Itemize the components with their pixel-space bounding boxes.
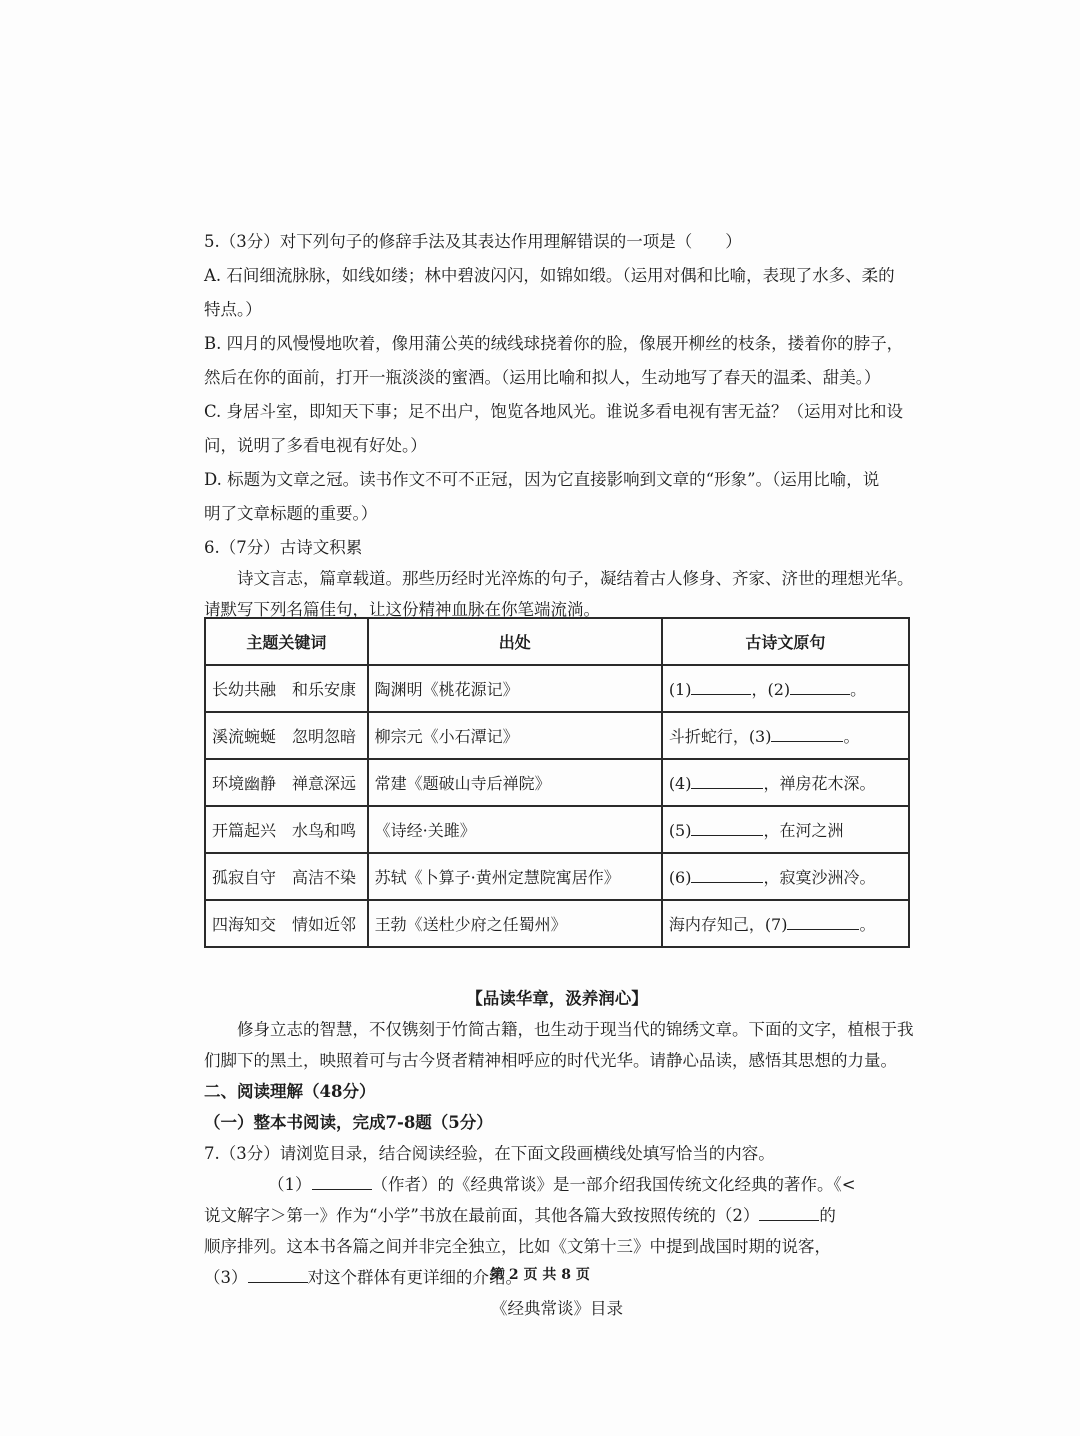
theme-cell: 长幼共融 和乐安康 [205,665,368,712]
source-cell: 陶渊明《桃花源记》 [368,665,662,712]
blank-4[interactable] [691,772,763,789]
q5-option-b-line2: 然后在你的面前，打开一瓶淡淡的蜜酒。（运用比喻和拟人，生动地写了春天的温柔、甜美。） [204,368,881,387]
table-header: 古诗文原句 [662,618,909,665]
quote-cell [662,712,909,759]
q7-stem: 7.（3分）请浏览目录，结合阅读经验，在下面文段画横线处填写恰当的内容。 [204,1144,775,1163]
quote-suffix: ，禅房花木深。 [763,774,876,793]
q7-blank-1[interactable] [312,1173,372,1191]
reading-intro-line1: 修身立志的智慧，不仅镌刻于竹简古籍，也生动于现当代的锦绣文章。下面的文字，植根于我 [237,1020,914,1039]
table-row [205,806,909,853]
q7-line1 [204,1169,910,1200]
table-row [205,665,909,712]
table-row [205,759,909,806]
blank-5[interactable] [691,819,763,836]
quote-prefix: (6) [668,868,692,887]
q5-option-d-line1: D. 标题为文章之冠。读书作文不可不正冠，因为它直接影响到文章的“形象”。（运用比喻，说 [204,470,880,489]
quote-prefix: 斗折蛇行，(3) [668,727,772,746]
q7-text: 说文解字＞第一》作为“小学”书放在最前面，其他各篇大致按照传统的（2） [204,1206,760,1225]
poetry-table [204,617,910,948]
theme-cell: 环境幽静 禅意深远 [205,759,368,806]
quote-prefix: (5) [668,821,692,840]
quote-cell [662,759,909,806]
source-cell: 王勃《送杜少府之任蜀州》 [368,900,662,947]
quote-prefix: (4) [668,774,692,793]
theme-cell: 孤寂自守 高洁不染 [205,853,368,900]
blank-2[interactable] [790,678,850,695]
quote-suffix: ，寂寞沙洲冷。 [763,868,876,887]
q5-option-d-line2: 明了文章标题的重要。） [204,504,378,523]
q5-option-a-line1: A. 石间细流脉脉，如线如缕；林中碧波闪闪，如锦如缎。（运用对偶和比喻，表现了水多、柔的 [204,266,895,285]
table-header-row [205,618,909,665]
quote-cell [662,806,909,853]
table-row [205,900,909,947]
source-cell: 柳宗元《小石潭记》 [368,712,662,759]
q5-option-b-line1: B. 四月的风慢慢地吹着，像用蒲公英的绒线球挠着你的脸，像展开柳丝的枝条，搂着你的脖子， [204,334,904,353]
source-cell: 《诗经·关雎》 [368,806,662,853]
q7-line2 [204,1200,910,1231]
theme-cell: 溪流蜿蜒 忽明忽暗 [205,712,368,759]
q6-intro-line2: 请默写下列名篇佳句，让这份精神血脉在你笔端流淌。 [204,600,600,619]
quote-suffix: ，在河之洲 [763,821,844,840]
q5-option-c-line2: 问，说明了多看电视有好处。） [204,436,427,455]
q7-blank-label-3: （3） [204,1268,248,1287]
q7-blank-label-1: （1） [268,1175,312,1194]
subsection-heading: （一）整本书阅读，完成7-8题（5分） [204,1113,493,1132]
table-header: 出处 [368,618,662,665]
quote-prefix: (1) [668,680,692,699]
q7-text: 的 [819,1206,836,1225]
blank-1[interactable] [691,678,751,695]
source-cell: 常建《题破山寺后禅院》 [368,759,662,806]
quote-prefix: 海内存知己，(7) [668,915,788,934]
quote-suffix: 。 [850,680,867,699]
quote-suffix: 。 [859,915,876,934]
quote-cell [662,900,909,947]
q5-option-c-line1: C. 身居斗室，即知天下事；足不出户，饱览各地风光。谁说多看电视有害无益？（运用对比和设 [204,402,904,421]
table-row [205,712,909,759]
theme-cell: 四海知交 情如近邻 [205,900,368,947]
q6-intro-line1: 诗文言志，篇章载道。那些历经时光淬炼的句子，凝结着古人修身、齐家、济世的理想光华。 [237,569,914,588]
quote-suffix: 。 [843,727,860,746]
q7-text: （作者）的《经典常谈》是一部介绍我国传统文化经典的著作。《< [371,1175,856,1194]
q5-stem: 5.（3分）对下列句子的修辞手法及其表达作用理解错误的一项是（ ） [204,232,742,251]
section-heading: 二、阅读理解（48分） [204,1082,376,1101]
quote-cell [662,853,909,900]
quote-mid: ，(2) [751,680,791,699]
section-banner: 【品读华章，汲养润心】 [466,989,648,1008]
quote-cell [662,665,909,712]
toc-title: 《经典常谈》目录 [491,1299,623,1318]
q7-line3: 顺序排列。这本书各篇之间并非完全独立，比如《文第十三》中提到战国时期的说客， [204,1237,831,1256]
source-cell: 苏轼《卜算子·黄州定慧院寓居作》 [368,853,662,900]
theme-cell: 开篇起兴 水鸟和鸣 [205,806,368,853]
blank-3[interactable] [771,725,843,742]
q7-blank-2[interactable] [759,1204,819,1222]
page-number: 第 2 页 共 8 页 [490,1267,590,1283]
q6-stem: 6.（7分）古诗文积累 [204,538,363,557]
blank-7[interactable] [787,913,859,930]
table-row [205,853,909,900]
blank-6[interactable] [691,866,763,883]
table-header: 主题关键词 [205,618,368,665]
question-5-block [204,226,914,625]
q5-option-a-line2: 特点。） [204,300,262,319]
q7-text: 对这个群体有更详细的介绍。 [307,1268,522,1287]
reading-intro-line2: 们脚下的黑土，映照着可与古今贤者精神相呼应的时代光华。请静心品读，感悟其思想的力量。 [204,1051,897,1070]
